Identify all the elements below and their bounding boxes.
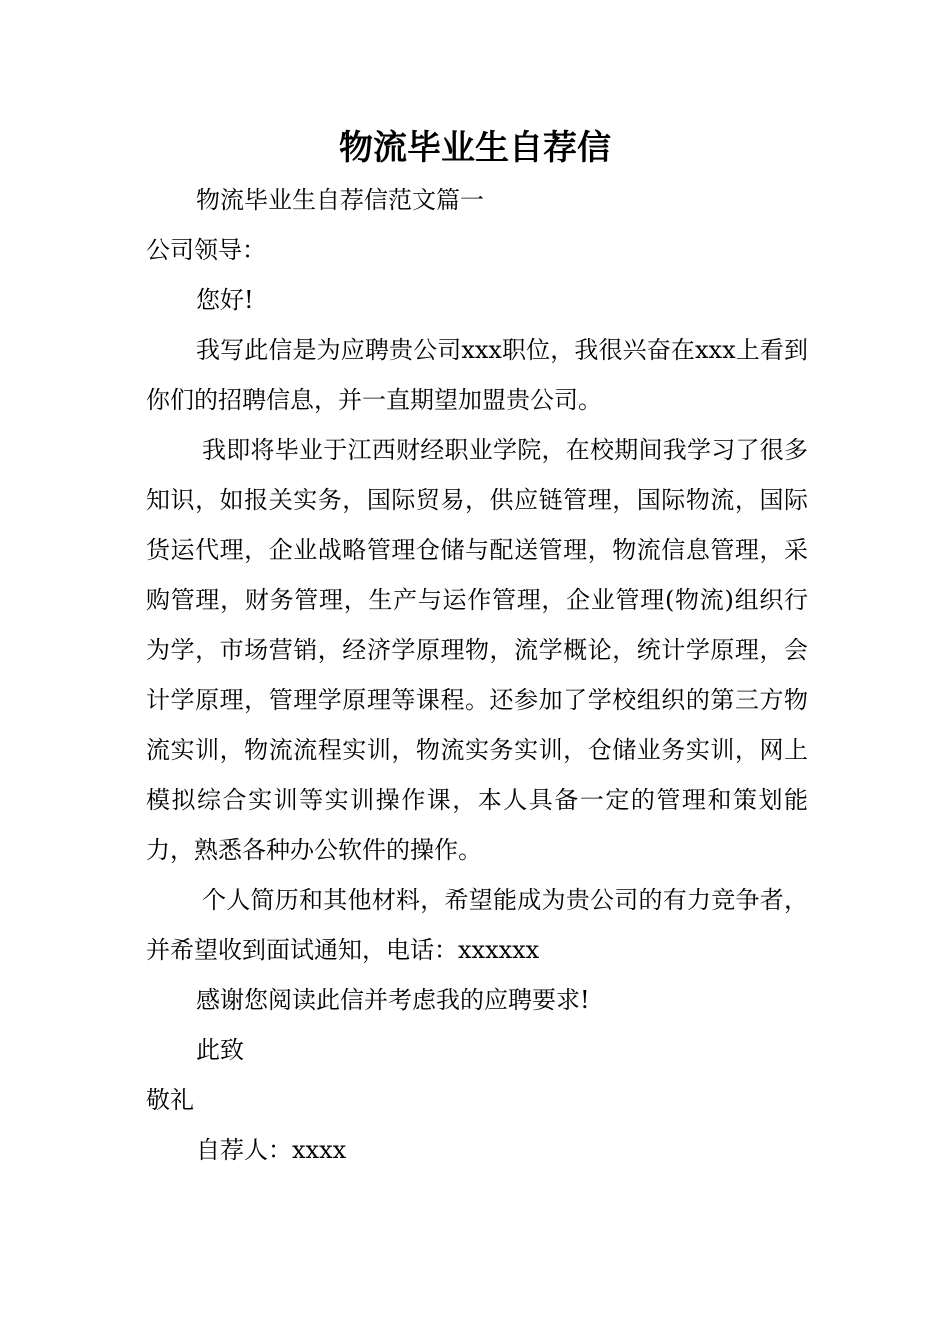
letter-signature: 自荐人：xxxx	[196, 1136, 347, 1164]
letter-salutation: 公司领导：	[146, 236, 266, 264]
letter-closing-2: 敬礼	[146, 1086, 194, 1114]
letter-paragraph-2: 我即将毕业于江西财经职业学院，在校期间我学习了很多知识，如报关实务，国际贸易，供应链管理，国际物流，国际货运代理，企业战略管理仓储与配送管理，物流信息管理，采购管理，财务管理，生产与运作管理，企业管理(物流)组织行为学，市场营销，经济学原理物，流学概论，统计学原理，会计学原理，管理学原理等课程。还参加了学校组织的第三方物流实训，物流流程实训，物流实务实训，仓储业务实训，网上模拟综合实训等实训操作课，本人具备一定的管理和策划能力，熟悉各种办公软件的操作。	[146, 436, 808, 864]
letter-subtitle: 物流毕业生自荐信范文篇一	[196, 186, 484, 214]
letter-greeting: 您好!	[196, 286, 254, 314]
letter-body	[146, 175, 808, 1175]
letter-closing-1: 此致	[196, 1036, 244, 1064]
letter-thanks: 感谢您阅读此信并考虑我的应聘要求!	[196, 986, 590, 1014]
letter-paragraph-3: 个人简历和其他材料，希望能成为贵公司的有力竞争者，并希望收到面试通知，电话：xxxxxx	[146, 886, 808, 964]
letter-paragraph-1: 我写此信是为应聘贵公司xxx职位，我很兴奋在xxx上看到你们的招聘信息，并一直期望加盟贵公司。	[146, 336, 808, 414]
document-title: 物流毕业生自荐信	[339, 128, 611, 168]
